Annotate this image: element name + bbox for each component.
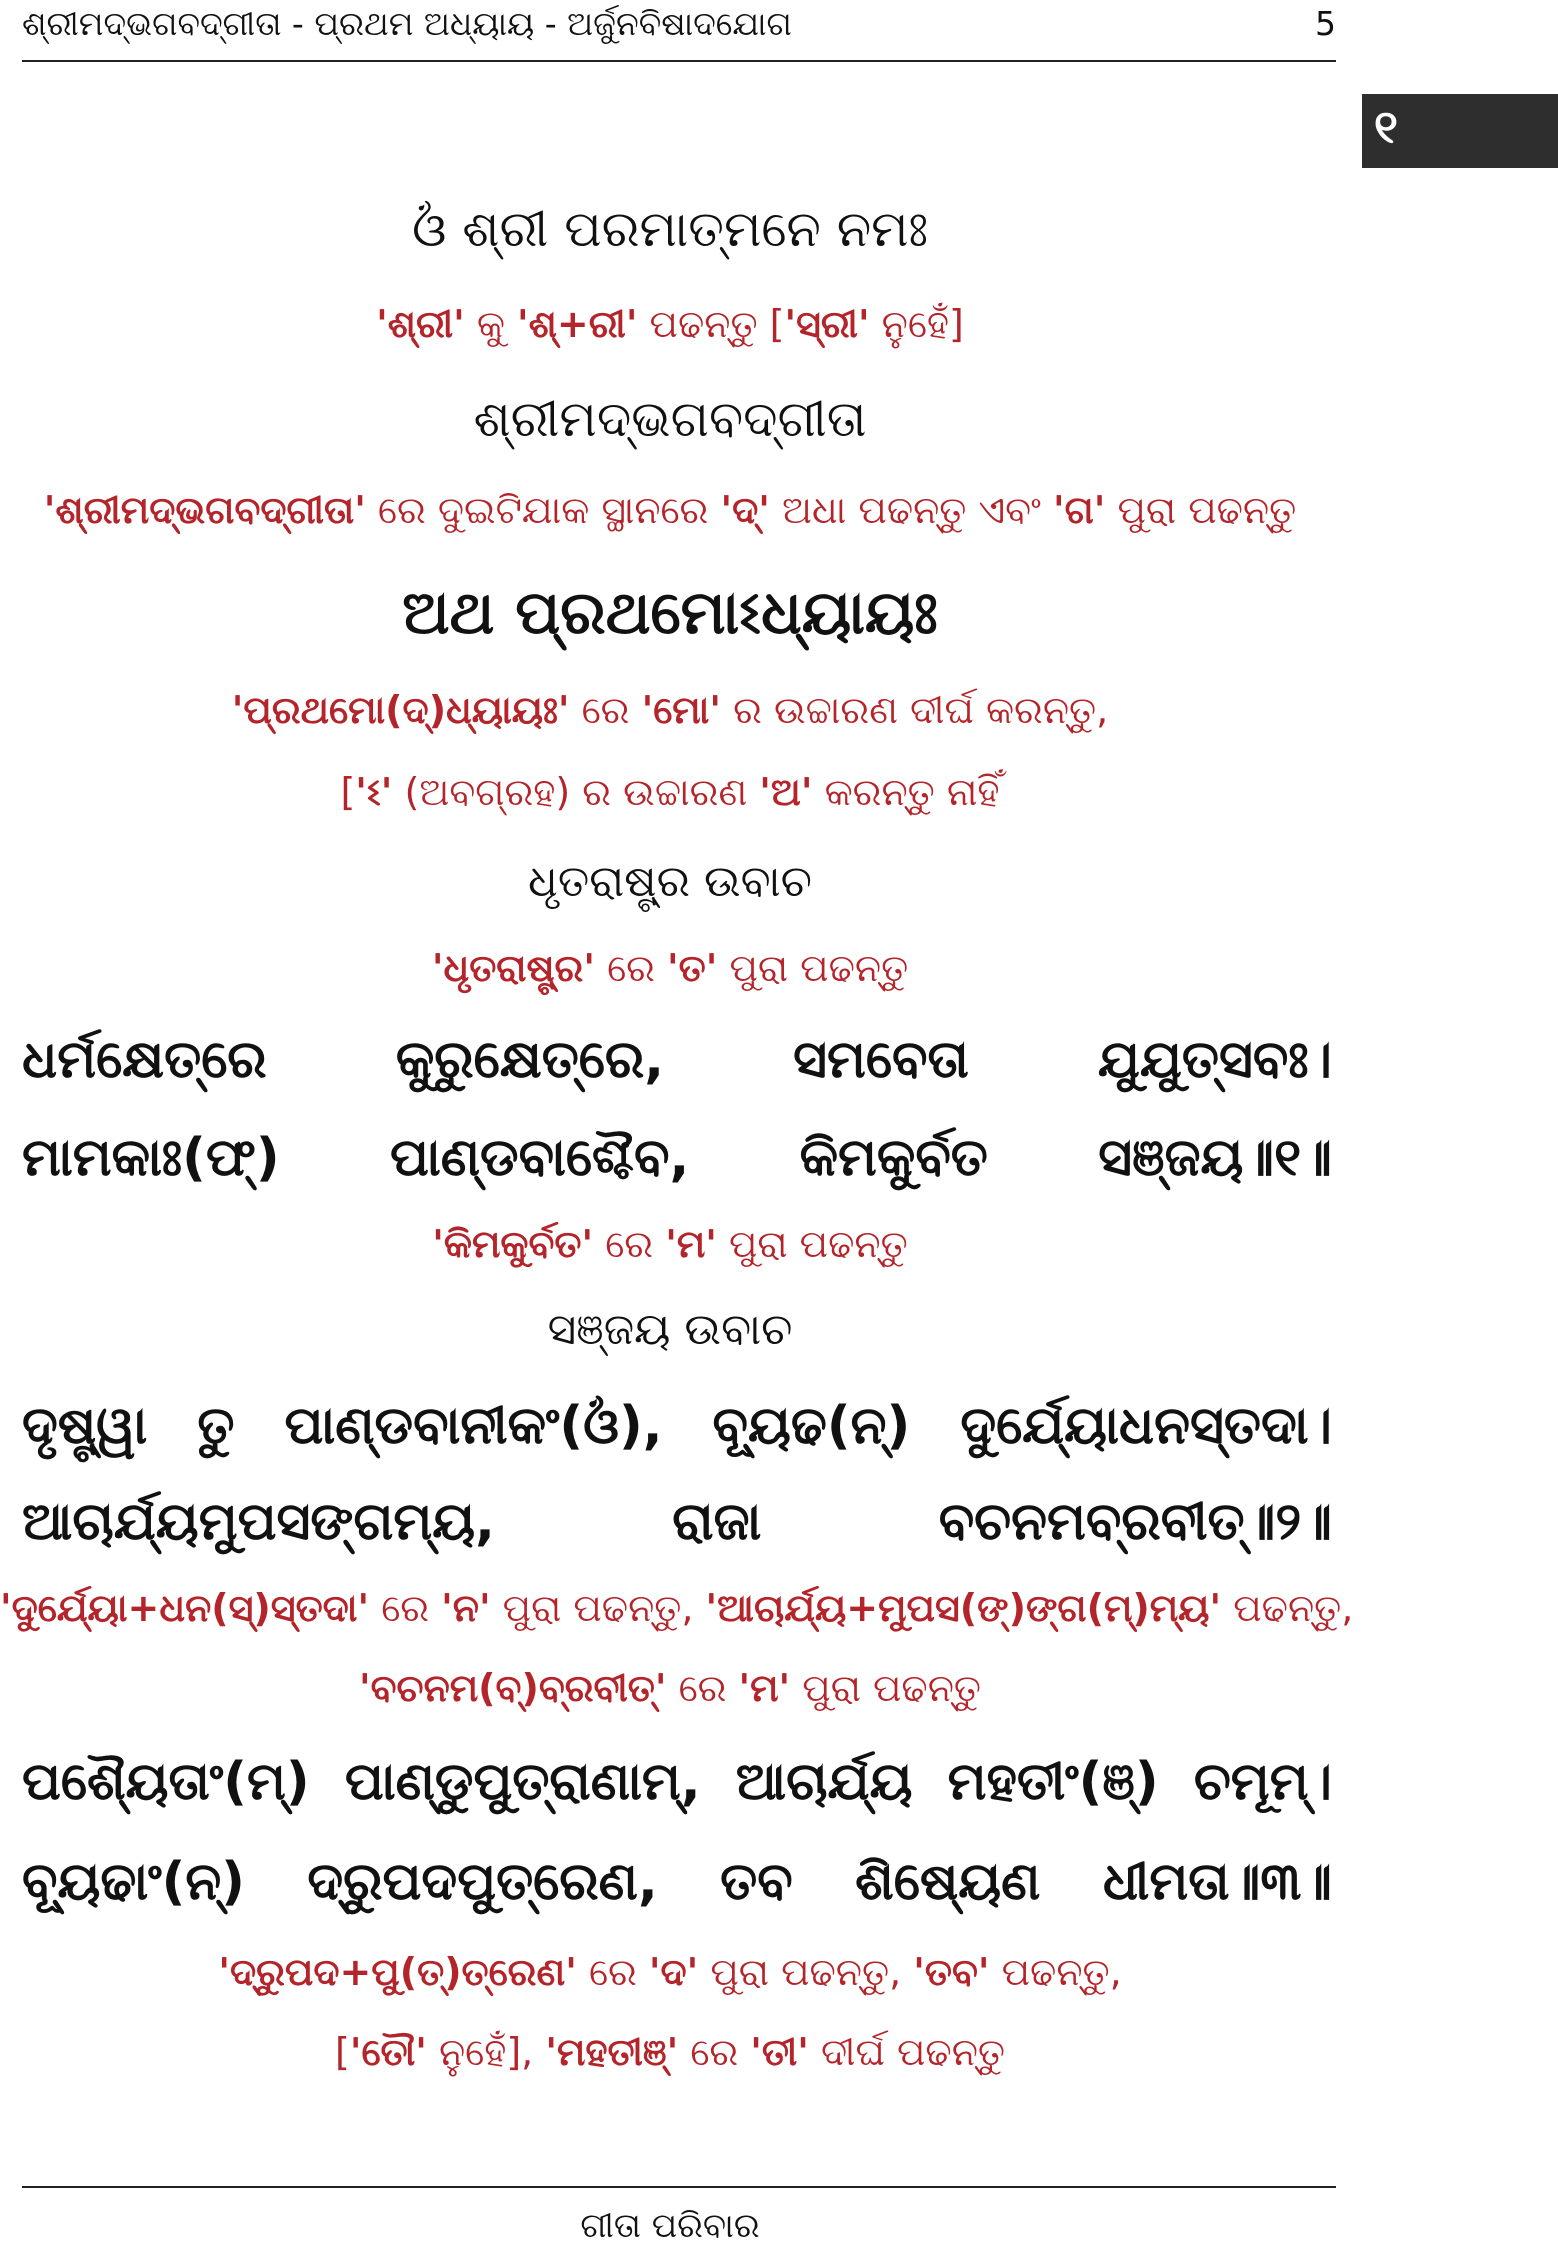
- verse-word: ରାଜା: [672, 1492, 762, 1552]
- verse-word: କୁରୁକ୍ଷେତ୍ରେ,: [395, 1030, 665, 1090]
- note-text: ରେ: [569, 688, 642, 732]
- note-quote: 'ଆଚାର୍ଯ୍ୟ+ମୁପସ(ଙ୍)ଙ୍ଗ(ମ୍)ମ୍ୟ': [705, 1586, 1222, 1630]
- verse-word: ପଶ୍ୟୈତାଂ(ମ୍): [22, 1752, 310, 1812]
- note-quote: 'ପ୍ରଥମୋ(ଦ୍)ଧ୍ୟାୟଃ': [231, 688, 570, 732]
- note-text: ରେ: [593, 1222, 666, 1266]
- speaker-dhritarashtra: ଧୃତରାଷ୍ଟ୍ର ଉବାଚ: [528, 856, 812, 907]
- note-vachanam: [0, 1666, 1340, 1711]
- note-quote: 'ଦୁର୍ଯ୍ୟୋ+ଧନ(ସ୍)ସ୍ତଦା': [0, 1586, 370, 1630]
- note-drupada: [0, 1950, 1340, 1995]
- note-quote: 'ତ': [667, 946, 718, 990]
- note-text: କରନ୍ତୁ ନାହିଁ: [812, 770, 1000, 814]
- chapter-tab-number: ୧: [1374, 100, 1398, 154]
- verse-word: ଧର୍ମକ୍ଷେତ୍ରେ: [22, 1030, 267, 1090]
- running-title: ଶ୍ରୀମଦ୍ଭଗବଦ୍ଗୀତା - ପ୍ରଥମ ଅଧ୍ୟାୟ - ଅର୍ଜୁନବିଷାଦଯୋଗ: [22, 4, 792, 43]
- verse-word: ଦୃଷ୍ଟ୍ୱା: [22, 1396, 148, 1456]
- note-mahati: [0, 2030, 1340, 2075]
- verse-3-line-2: [22, 1852, 1332, 1913]
- verse-word: ଚମୂମ୍।: [1193, 1752, 1332, 1812]
- note-text: ପଢନ୍ତୁ,: [989, 1950, 1122, 1994]
- note-text: (ଅବଗ୍ରହ) ର ଉଚ୍ଚାରଣ: [392, 770, 760, 814]
- invocation: ଓଁ ଶ୍ରୀ ପରମାତ୍ମନେ ନମଃ: [411, 200, 929, 258]
- verse-word: ଶିଷ୍ୟେଣ: [855, 1852, 1041, 1912]
- note-text: [: [340, 770, 356, 814]
- note-text: ନୁହେଁ]: [869, 302, 964, 346]
- verse-word: ବ୍ୟୂଢ(ନ୍): [712, 1396, 911, 1456]
- note-text: ନୁହେଁ],: [426, 2030, 546, 2074]
- note-quote: 'ଶ୍ରୀମଦ୍ଭଗବଦ୍ଗୀତା': [43, 488, 366, 532]
- verse-word: ବଚନମବ୍ରବୀତ୍॥୨॥: [938, 1492, 1332, 1552]
- verse-word: ସମବେତା: [793, 1030, 969, 1090]
- chapter-heading: ଅଥ ପ୍ରଥମୋଽଧ୍ୟାୟଃ: [402, 578, 938, 648]
- note-text: ପୁରା ପଢନ୍ତୁ: [717, 946, 909, 990]
- note-text: ର ଉଚ୍ଚାରଣ ଦୀର୍ଘ କରନ୍ତୁ,: [720, 688, 1109, 732]
- note-avagraha: [0, 770, 1340, 815]
- footer-publisher: ଗୀତା ପରିବାର: [580, 2206, 760, 2246]
- note-quote: 'ମ': [738, 1666, 791, 1710]
- note-title: [0, 488, 1340, 533]
- verse-word: ମହତୀଂ(ଞ୍): [947, 1752, 1159, 1812]
- verse-word: ତବ: [720, 1852, 793, 1912]
- note-text: ପୁରା ପଢନ୍ତୁ,: [698, 1950, 914, 1994]
- verse-1-line-2: [22, 1128, 1332, 1189]
- note-text: କୁ: [464, 302, 517, 346]
- note-quote: 'ମୋ': [641, 688, 721, 732]
- note-quote: 'କିମକୁର୍ବତ': [432, 1222, 594, 1266]
- note-quote: 'ସ୍ରୀ': [784, 302, 870, 346]
- note-text: ଦୀର୍ଘ ପଢନ୍ତୁ: [808, 2030, 1005, 2074]
- verse-word: ତୁ: [197, 1396, 235, 1456]
- verse-word: କିମକୁର୍ବତ: [799, 1128, 988, 1188]
- note-quote: 'ଶ୍‌+ରୀ': [517, 302, 638, 346]
- scripture-title: ଶ୍ରୀମଦ୍ଭଗବଦ୍ଗୀତା: [473, 390, 867, 448]
- footer-divider: [22, 2186, 1336, 2188]
- verse-word: ପାଣ୍ଡୁପୁତ୍ରାଣାମ୍,: [344, 1752, 701, 1812]
- note-text: ରେ: [594, 946, 667, 990]
- note-quote: 'ମ': [665, 1222, 717, 1266]
- note-quote: 'ଽ': [355, 770, 393, 814]
- note-dhritarashtra: [0, 946, 1340, 991]
- verse-word: ସଞ୍ଜୟ॥୧॥: [1098, 1128, 1332, 1188]
- note-text: ପୁରା ପଢନ୍ତୁ,: [490, 1586, 706, 1630]
- note-quote: 'ଦ୍ରୁପଦ+ପୁ(ତ୍)ତ୍ରେଣ': [218, 1950, 577, 1994]
- verse-2-line-2: [22, 1492, 1332, 1553]
- speaker-sanjaya: ସଞ୍ଜୟ ଉବାଚ: [547, 1304, 793, 1355]
- note-quote: 'ଦ୍': [720, 488, 770, 532]
- note-text: ରେ: [666, 1666, 739, 1710]
- verse-word: ଆଚାର୍ଯ୍ୟମୁପସଙ୍ଗମ୍ୟ,: [22, 1492, 495, 1552]
- note-quote: 'ଦ': [648, 1950, 699, 1994]
- note-quote: 'ତବ': [913, 1950, 990, 1994]
- verse-word: ଦ୍ରୁପଦପୁତ୍ରେଣ,: [307, 1852, 658, 1912]
- verse-word: ମାମକାଃ(ଫ୍): [22, 1128, 280, 1188]
- note-quote: 'ମହତୀଞ୍': [545, 2030, 679, 2074]
- note-duryodhana: [0, 1586, 1354, 1631]
- note-quote: 'ତୌ': [349, 2030, 427, 2074]
- note-text: ପୁରା ପଢନ୍ତୁ: [1105, 488, 1297, 532]
- note-text: [: [335, 2030, 350, 2074]
- note-prathamo: [0, 688, 1340, 733]
- verse-word: ଯୁଯୁତ୍ସବଃ।: [1097, 1030, 1332, 1090]
- verse-word: ଆଚାର୍ଯ୍ୟ: [735, 1752, 913, 1812]
- note-text: ପୁରା ପଢନ୍ତୁ: [716, 1222, 908, 1266]
- note-text: ରେ ଦୁଇଟିଯାକ ସ୍ଥାନରେ: [365, 488, 721, 532]
- verse-2-line-1: [22, 1396, 1332, 1457]
- note-quote: 'ଧୃତରାଷ୍ଟ୍ର': [431, 946, 595, 990]
- note-text: ଅଧା ପଢନ୍ତୁ ଏବଂ: [769, 488, 1053, 532]
- note-quote: 'ତୀ': [750, 2030, 809, 2074]
- note-text: ପୁରା ପଢନ୍ତୁ: [790, 1666, 981, 1710]
- note-text: ରେ: [678, 2030, 751, 2074]
- verse-word: ପାଣ୍ଡବାଶ୍ଚୈବ,: [389, 1128, 690, 1188]
- note-quote: 'ଶ୍ରୀ': [376, 302, 465, 346]
- note-text: ପଢନ୍ତୁ [: [637, 302, 785, 346]
- note-quote: 'ଗ': [1052, 488, 1106, 532]
- note-quote: 'ନ': [441, 1586, 491, 1630]
- note-text: ରେ: [369, 1586, 442, 1630]
- note-quote: 'ଅ': [759, 770, 813, 814]
- verse-3-line-1: [22, 1752, 1332, 1813]
- page-number: 5: [1315, 4, 1336, 43]
- verse-word: ପାଣ୍ଡବାନୀକଂ(ଓଁ),: [284, 1396, 663, 1456]
- note-text: ରେ: [576, 1950, 649, 1994]
- verse-word: ଧୀମତା॥୩॥: [1102, 1852, 1332, 1912]
- note-kimakurvata: [0, 1222, 1340, 1267]
- note-quote: 'ବଚନମ(ବ୍)ବ୍ରବୀତ୍': [359, 1666, 667, 1710]
- note-text: ପଢନ୍ତୁ,: [1221, 1586, 1354, 1630]
- chapter-tab: [1362, 94, 1558, 168]
- page-header: [22, 0, 1336, 62]
- verse-word: ବ୍ୟୂଢାଂ(ନ୍): [22, 1852, 245, 1912]
- verse-1-line-1: [22, 1030, 1332, 1091]
- note-shri: [0, 302, 1340, 347]
- verse-word: ଦୁର୍ଯ୍ୟୋଧନସ୍ତଦା।: [960, 1396, 1332, 1456]
